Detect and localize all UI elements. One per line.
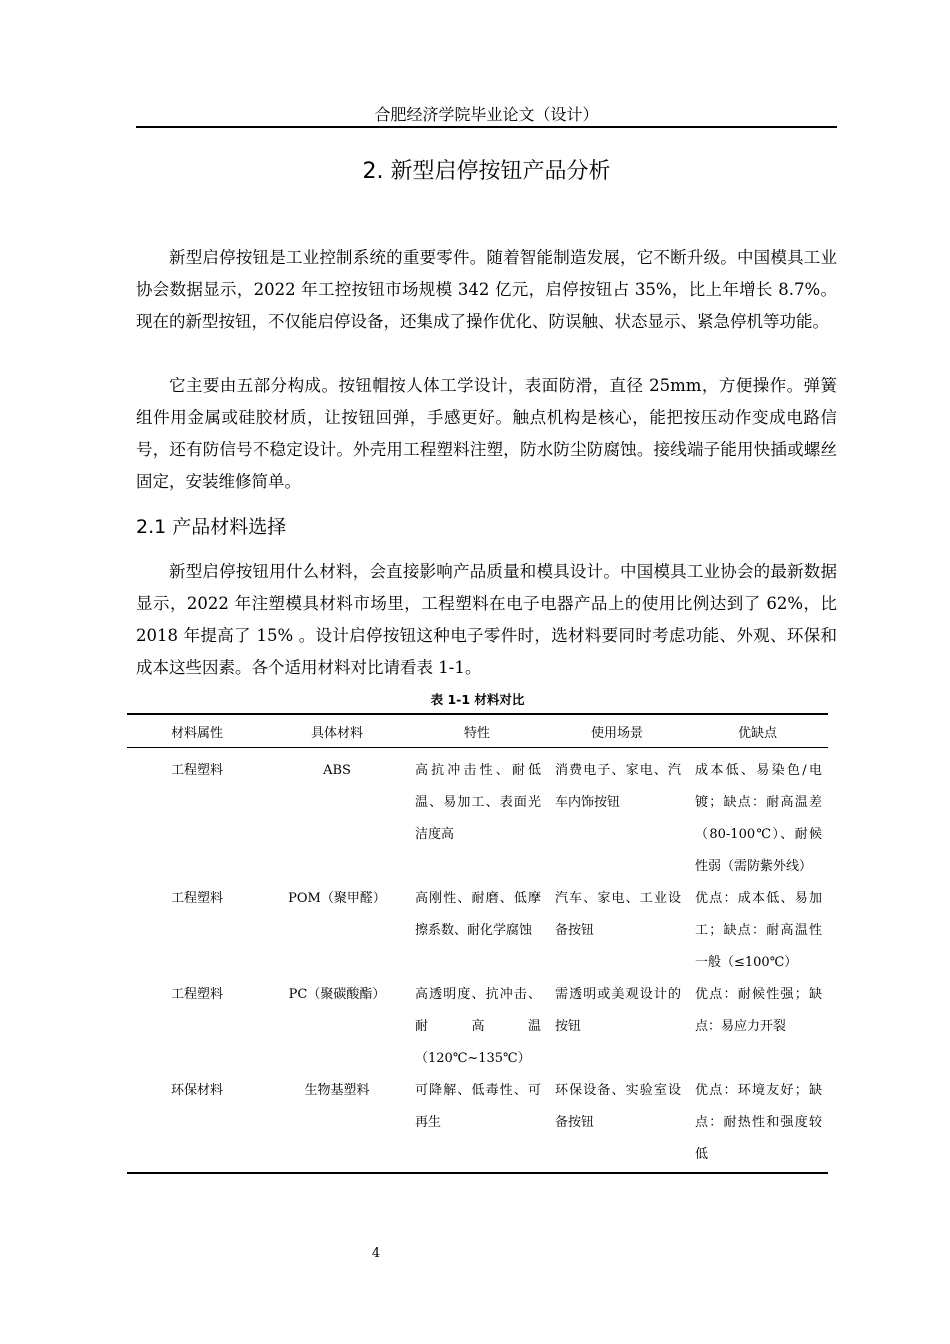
table-cell: 高透明度、抗冲击、耐高温（120℃~135℃） [415,987,541,1066]
page-header: 合肥经济学院毕业论文（设计） [374,105,599,124]
table-cell: 工程塑料 [170,891,223,906]
table-cell: 需透明或美观设计的按钮 [555,987,681,1034]
table-cell: 可降解、低毒性、可再生 [415,1083,541,1130]
table-cell: 高刚性、耐磨、低摩擦系数、耐化学腐蚀 [415,891,541,938]
table-cell: 成本低、易染色/电镀；缺点：耐高温差（80-100℃）、耐候性弱（需防紫外线） [695,763,822,874]
table-cell: 工程塑料 [170,763,223,778]
table-cell: 优点：环境友好；缺点：耐热性和强度较低 [695,1083,822,1162]
table-cell: 优点：耐候性强；缺点：易应力开裂 [695,987,822,1034]
table-cell: 高抗冲击性、耐低温、易加工、表面光洁度高 [415,763,541,842]
paragraph-materials: 新型启停按钮用什么材料，会直接影响产品质量和模具设计。中国模具工业协会的最新数据显示，2022 年注塑模具材料市场里，工程塑料在电子电器产品上的使用比例达到了 62%，比 2018 年提高了 15% 。设计启停按钮这种电子零件时，选材料要同时考虑功能、外观、环保和成本这些因素。各个适用材料对比请看表 1-1。 [136,562,837,677]
section-title: 2.1 产品材料选择 [136,516,287,538]
table-header-row [127,714,828,748]
table-row [127,979,828,1075]
column-header: 材料属性 [127,714,267,748]
paragraph-structure: 它主要由五部分构成。按钮帽按人体工学设计，表面防滑，直径 25mm，方便操作。弹簧组件用金属或硅胶材质，让按钮回弹，手感更好。触点机构是核心，能把按压动作变成电路信号，还有防信号不稳定设计。外壳用工程塑料注塑，防水防尘防腐蚀。接线端子能用快插或螺丝固定，安装维修简单。 [136,376,837,491]
table-row [127,1075,828,1173]
table-caption: 表 1-1 材料对比 [430,692,525,707]
table-cell: 环保材料 [170,1083,223,1098]
page-number: 4 [371,1246,381,1261]
column-header: 特性 [407,714,547,748]
table-cell: ABS [323,763,351,778]
table-cell: 优点：成本低、易加工；缺点：耐高温性一般（≤100℃） [695,891,822,970]
table-cell: POM（聚甲醛） [288,891,386,906]
paragraph-intro: 新型启停按钮是工业控制系统的重要零件。随着智能制造发展，它不断升级。中国模具工业协会数据显示，2022 年工控按钮市场规模 342 亿元，启停按钮占 35%，比上年增长 8.7%。现在的新型按钮，不仅能启停设备，还集成了操作优化、防误触、状态显示、紧急停机等功能。 [136,248,837,331]
column-header: 使用场景 [547,714,687,748]
header-rule [136,126,837,128]
table-row [127,748,828,884]
table-cell: 生物基塑料 [304,1083,370,1098]
chapter-title: 2. 新型启停按钮产品分析 [362,159,611,184]
column-header: 优缺点 [687,714,828,748]
table-cell: 环保设备、实验室设备按钮 [555,1083,681,1130]
materials-table [127,713,828,1174]
column-header: 具体材料 [267,714,407,748]
table-row [127,883,828,979]
table-cell: 消费电子、家电、汽车内饰按钮 [555,763,681,810]
table-cell: 汽车、家电、工业设备按钮 [555,891,681,938]
table-cell: 工程塑料 [170,987,223,1002]
table-cell: PC（聚碳酸酯） [288,987,386,1002]
